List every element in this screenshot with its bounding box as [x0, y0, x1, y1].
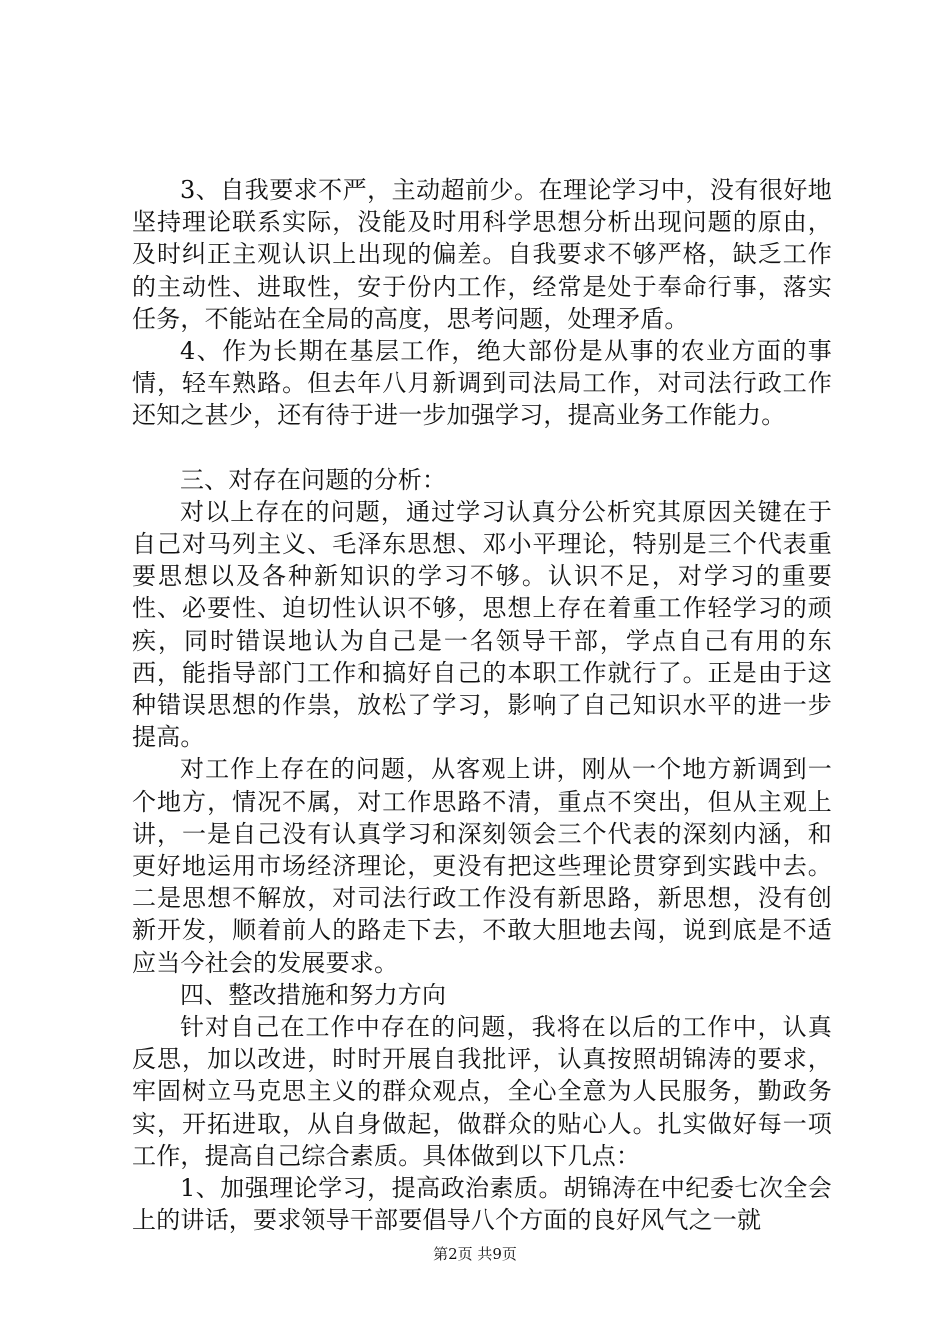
section-heading-measures: 四、整改措施和努力方向: [180, 980, 447, 1009]
paragraph-self-requirement: 3、自我要求不严，主动超前少。在理论学习中，没有很好地坚持理论联系实际，没能及时用科学思想分析出现问题的原由，及时纠正主观认识上出现的偏差。自我要求不够严格，缺乏工作的主动性、进取性，安于份内工作，经常是处于奉命行事，落实任务，不能站在全局的高度，思考问题，处理矛盾。: [132, 176, 832, 333]
paragraph-measures-intro: 针对自己在工作中存在的问题，我将在以后的工作中，认真反思，加以改进，时时开展自我批评，认真按照胡锦涛的要求，牢固树立马克思主义的群众观点，全心全意为人民服务，勤政务实，开拓进取，从自身做起，做群众的贴心人。扎实做好每一项工作，提高自己综合素质。具体做到以下几点：: [132, 1013, 832, 1170]
page-number-footer: 第2页 共9页: [433, 1245, 517, 1263]
paragraph-analysis-study: 对以上存在的问题，通过学习认真分公析究其原因关键在于自己对马列主义、毛泽东思想、邓小平理论，特别是三个代表重要思想以及各种新知识的学习不够。认识不足，对学习的重要性、必要性、迫切性认识不够，思想上存在着重工作轻学习的顽疾，同时错误地认为自己是一名领导干部，学点自己有用的东西，能指导部门工作和搞好自己的本职工作就行了。正是由于这种错误思想的作祟，放松了学习，影响了自己知识水平的进一步提高。: [132, 497, 832, 752]
paragraph-analysis-work: 对工作上存在的问题，从客观上讲，刚从一个地方新调到一个地方，情况不属，对工作思路不清，重点不突出，但从主观上讲，一是自己没有认真学习和深刻领会三个代表的深刻内涵，和更好地运用市场经济理论，更没有把这些理论贯穿到实践中去。二是思想不解放，对司法行政工作没有新思路，新思想，没有创新开发，顺着前人的路走下去，不敢大胆地去闯，说到底是不适应当今社会的发展要求。: [132, 755, 832, 977]
paragraph-grassroots-work: 4、作为长期在基层工作，绝大部份是从事的农业方面的事情，轻车熟路。但去年八月新调到司法局工作，对司法行政工作还知之甚少，还有待于进一步加强学习，提高业务工作能力。: [132, 337, 832, 430]
document-body: [132, 174, 832, 1237]
section-gap: [132, 432, 832, 464]
paragraph-measure-one: 1、加强理论学习，提高政治素质。胡锦涛在中纪委七次全会上的讲话，要求领导干部要倡导八个方面的良好风气之一就: [132, 1174, 832, 1235]
section-heading-analysis: 三、对存在问题的分析：: [180, 465, 447, 494]
